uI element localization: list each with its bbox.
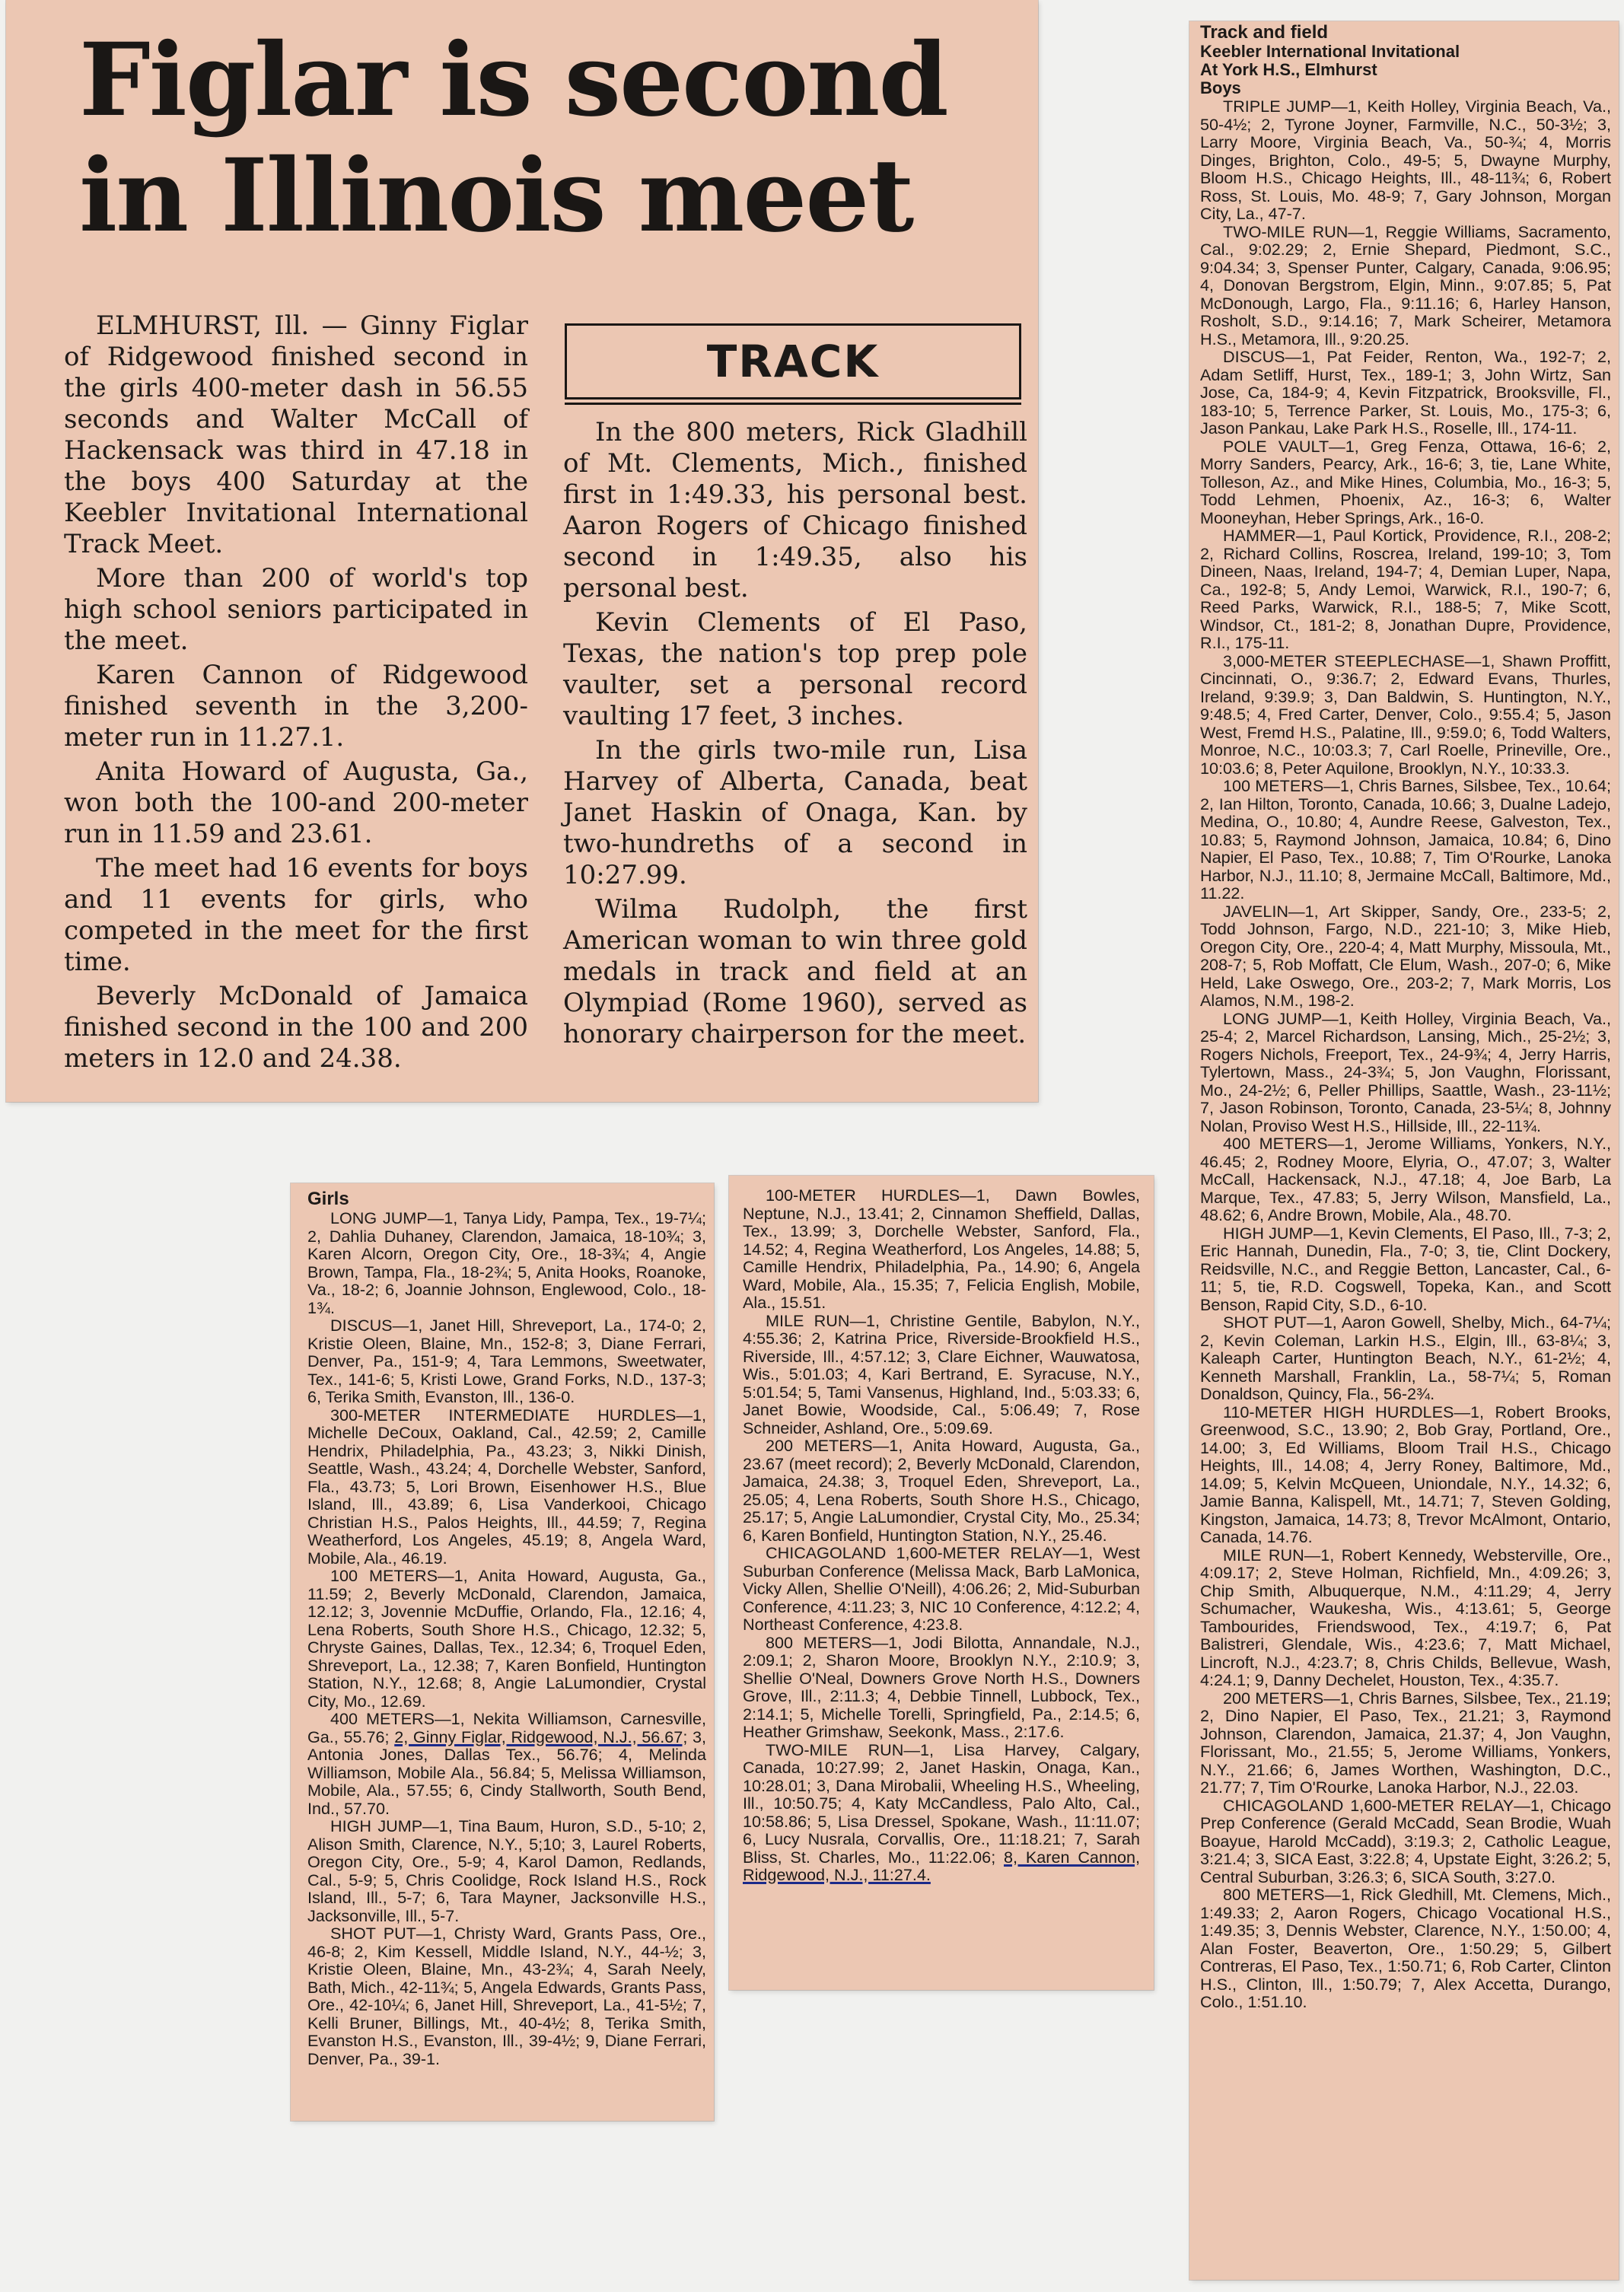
result-paragraph: JAVELIN—1, Art Skipper, Sandy, Ore., 233-5; 2, Todd Johnson, Fargo, N.D., 221-10; 3, Mike Hieb, Oregon City, Ore., 220-4; 4, Matt Murphy, Missoula, Mt., 208-7; 5, Rob Moffatt, Cle Elum, Wash., 207-0; 6, Mike Held, Lake Oswego, Ore., 203-2; 7, Mark Morris, Los Alamos, N.M., 198-2.	[1200, 901, 1611, 1010]
result-paragraph: 200 METERS—1, Anita Howard, Augusta, Ga., 23.67 (meet record); 2, Beverly McDonald, Clarendon, Jamaica, 24.38; 3, Troquel Eden, Shreveport, La., 25.05; 4, Lena Roberts, South Shore H.S., Chicago, 25.17; 5, Angie LaLumondier, Crystal City, Mo., 25.34; 6, Karen Bonfield, Huntington Station, N.Y., 25.46.	[743, 1436, 1140, 1545]
article-paragraph: Wilma Rudolph, the first American woman to win three gold medals in track and field at an Olympiad (Rome 1960), served as honorary chairperson for the meet.	[563, 894, 1027, 1049]
result-paragraph: 100 METERS—1, Chris Barnes, Silsbee, Tex., 10.64; 2, Ian Hilton, Toronto, Canada, 10.66; 3, Dualne Ladejo, Medina, O., 10.80; 4, Aundre Reese, Galveston, Tex., 10.83; 5, Raymond Johnson, Jamaica, 10.84; 6, Dino Napier, El Paso, Tex., 10.88; 7, Tim O'Rourke, Lanoka Harbor, N.J., 11.10; 8, Jermaine McCall, Baltimore, Md., 11.22.	[1200, 776, 1611, 902]
article-paragraph: Kevin Clements of El Paso, Texas, the nation's top prep pole vaulter, set a personal record vaulting 17 feet, 3 inches.	[563, 607, 1027, 731]
article-paragraph: The meet had 16 events for boys and 11 events for girls, who competed in the meet for the first time.	[64, 853, 528, 977]
result-paragraph: DISCUS—1, Pat Feider, Renton, Wa., 192-7; 2, Adam Setliff, Hurst, Tex., 189-1; 3, John Wirtz, San Jose, Ca, 184-9; 4, Kevin Fitzpatrick, Brooksville, Fl., 183-10; 5, Terrence Parker, St. Louis, Mo., 175-3; 6, Jason Pankau, Lake Park H.S., Roselle, Ill., 174-11.	[1200, 347, 1611, 438]
result-paragraph: 100-METER HURDLES—1, Dawn Bowles, Neptune, N.J., 13.41; 2, Cinnamon Sheffield, Dallas, Tex., 13.99; 3, Dorchelle Webster, Sanford, Fla., 14.52; 4, Regina Weatherford, Los Angeles, 14.88; 5, Camille Hendrix, Philadelphia, Pa., 14.90; 6, Angela Ward, Mobile, Ala., 15.35; 7, Felicia English, Mobile, Ala., 15.51.	[743, 1186, 1140, 1312]
result-paragraph: 3,000-METER STEEPLECHASE—1, Shawn Proffitt, Cincinnati, O., 9:36.7; 2, Edward Evans, Thurles, Ireland, 9:39.9; 3, Dan Baldwin, S. Huntington, N.Y., 9:48.5; 4, Fred Carter, Denver, Colo., 9:55.4; 5, Jason West, Fremd H.S., Palatine, Ill., 9:59.0; 6, Todd Walters, Monroe, N.C., 10:03.3; 7, Carl Roelle, Prineville, Ore., 10:03.6; 8, Peter Aquilone, Brooklyn, N.Y., 10:33.3.	[1200, 651, 1611, 778]
underlined-result-figlar: 2, Ginny Figlar, Ridgewood, N.J., 56.67;	[394, 1727, 688, 1746]
article-paragraph: In the 800 meters, Rick Gladhill of Mt. Clements, Mich., finished first in 1:49.33, his personal best. Aaron Rogers of Chicago finished second in 1:49.35, also his personal best.	[563, 417, 1027, 603]
headline-line-1: Figlar is second	[79, 21, 947, 139]
result-paragraph: POLE VAULT—1, Greg Fenza, Ottawa, 16-6; 2, Morry Sanders, Pearcy, Ark., 16-6; 3, tie, Lane White, Tolleson, Az., and Mike Hines, Columbia, Mo., 16-3; 5, Todd Lehmen, Phoenix, Az., 16-3; 6, Walter Mooneyhan, Heber Springs, Ark., 16-0.	[1200, 436, 1611, 527]
article-paragraph: In the girls two-mile run, Lisa Harvey of Alberta, Canada, beat Janet Haskin of Onaga, Kan. by two-hundreths of a second in 10:27.99.	[563, 735, 1027, 890]
article-paragraph: ELMHURST, Ill. — Ginny Figlar of Ridgewood finished second in the girls 400-meter dash in 56.55 seconds and Walter McCall of Hackensack was third in 47.18 in the boys 400 Saturday at the Keebler Invitational International Track Meet.	[64, 310, 528, 559]
result-paragraph-400m	[307, 1710, 706, 1817]
result-paragraph: CHICAGOLAND 1,600-METER RELAY—1, West Suburban Conference (Melissa Mack, Barb LaMonica, Vicky Allen, Shellie O'Neill), 4:06.26; 2, Mid-Suburban Conference, 4:11.23; 3, NIC 10 Conference, 4:12.2; 4, Northeast Conference, 4:23.8.	[743, 1543, 1140, 1634]
result-paragraph: 100 METERS—1, Anita Howard, Augusta, Ga., 11.59; 2, Beverly McDonald, Clarendon, Jamaica, 12.12; 3, Jovennie McDuffie, Orlando, Fla., 12.16; 4, Lena Roberts, South Shore H.S., Chicago, 12.32; 5, Chryste Gaines, Dallas, Tex., 12.34; 6, Troquel Eden, Shreveport, La., 12.38; 7, Karen Bonfield, Huntington Station, N.Y., 12.68; 8, Angie LaLumondier, Crystal City, Mo., 12.69.	[307, 1566, 706, 1711]
result-text: TWO-MILE RUN—1, Lisa Harvey, Calgary, Canada, 10:27.99; 2, Janet Haskin, Onaga, Kan., 10:28.01; 3, Dana Mirobalii, Wheeling H.S., Wheeling, Ill., 10:50.75; 4, Katy McCandless, Palo Alto, Cal., 10:58.86; 5, Lisa Dressel, Spokane, Wash., 11:11.07; 6, Lucy Nusrala, Corvallis, Ore., 11:18.21; 7, Sarah Bliss, St. Charles, Mo., 11:22.06;	[743, 1740, 1140, 1867]
article-paragraph: Beverly McDonald of Jamaica finished second in the 100 and 200 meters in 12.0 and 24.38.	[64, 981, 528, 1074]
headline-line-2: in Illinois meet	[79, 137, 913, 255]
result-paragraph: LONG JUMP—1, Tanya Lidy, Pampa, Tex., 19-7¼; 2, Dahlia Duhaney, Clarendon, Jamaica, 18-10¾; 3, Karen Alcorn, Oregon City, Ore., 18-3¾; 4, Angie Brown, Tampa, Fla., 18-2¾; 5, Anita Hooks, Roanoke, Va., 18-2; 6, Joannie Johnson, Englewood, Colo., 18-1¾.	[307, 1208, 706, 1317]
headline	[79, 23, 992, 254]
result-paragraph: SHOT PUT—1, Christy Ward, Grants Pass, Ore., 46-8; 2, Kim Kessell, Middle Island, N.Y., 44-½; 3, Kristie Oleen, Blaine, Mn., 43-2¾; 4, Sarah Neely, Bath, Mich., 42-11¾; 5, Angela Edwards, Grants Pass, Ore., 42-10¼; 6, Janet Hill, Shreveport, La., 41-5½; 7, Kelli Bruner, Billings, Mt., 40-4½; 8, Terika Smith, Evanston H.S., Evanston, Ill., 39-4½; 9, Diane Ferrari, Denver, Pa., 39-1.	[307, 1924, 706, 2068]
result-text: 3, Antonia Jones, Dallas Tex., 56.76; 4, Melinda Williamson, Mobile Ala., 56.84; 5, Melissa Williamson, Mobile, Ala., 57.55; 6, Cindy Stallworth, South Bend, Ind., 57.70.	[307, 1727, 707, 1818]
article-paragraph: Karen Cannon of Ridgewood finished seventh in the 3,200-meter run in 11.27.1.	[64, 660, 528, 753]
result-paragraph: HIGH JUMP—1, Tina Baum, Huron, S.D., 5-10; 2, Alison Smith, Clarence, N.Y., 5;10; 3, Laurel Roberts, Oregon City, Ore., 5-9; 4, Karol Damon, Redlands, Cal., 5-9; 5, Chris Coolidge, Rock Island H.S., Rock Island, Ill., 5-7; 6, Tara Mayner, Jacksonville H.S., Jacksonville, Ill., 5-7.	[307, 1816, 706, 1925]
article-left-column	[64, 310, 528, 1078]
track-field-location: At York H.S., Elmhurst	[1200, 60, 1377, 79]
track-field-boys-label: Boys	[1200, 78, 1241, 97]
section-box-track	[565, 323, 1021, 400]
result-paragraph: TWO-MILE RUN—1, Reggie Williams, Sacramento, Cal., 9:02.29; 2, Ernie Shepard, Piedmont, S.C., 9:04.34; 3, Spenser Punter, Calgary, Canada, 9:06.95; 4, Donovan Bergstrom, Elgin, Minn., 9:07.85; 5, Pat McDonough, Largo, Fla., 9:11.16; 6, Harley Hanson, Rosholt, S.D., 9:14.16; 7, Mark Scheirer, Metamora H.S., Metamora, Ill., 9:20.25.	[1200, 221, 1611, 349]
result-paragraph: TRIPLE JUMP—1, Keith Holley, Virginia Beach, Va., 50-4½; 2, Tyrone Joyner, Farmville, N.C., 50-3½; 3, Larry Moore, Virginia Beach, Va., 50-¾; 4, Morris Dinges, Brighton, Colo., 49-5; 5, Dwayne Murphy, Bloom H.S., Chicago Heights, Ill., 48-11¾; 6, Robert Ross, St. Louis, Mo. 48-9; 7, Gary Johnson, Morgan City, La., 47-7.	[1200, 97, 1611, 223]
track-and-field-clipping	[1189, 21, 1619, 2280]
result-paragraph: MILE RUN—1, Robert Kennedy, Websterville, Ore., 4:09.17; 2, Steve Holman, Richfield, Mn., 4:09.26; 3, Chip Smith, Albuquerque, N.M., 4:11.29; 4, Jerry Schumacher, Waukesha, Wis., 4:13.61; 5, George Tambourides, Friendswood, Tex., 4:19.7; 6, Pat Balistreri, Glendale, Wis., 4:23.6; 7, Matt Michael, Lincroft, N.J., 4:23.7; 8, Chris Childs, Bellevue, Wash, 4:24.1; 9, Danny Dechelet, Houston, Tex., 4:35.7.	[1200, 1545, 1611, 1689]
track-field-subheader: Keebler International Invitational	[1200, 42, 1460, 61]
result-paragraph: CHICAGOLAND 1,600-METER RELAY—1, Chicago Prep Conference (Gerald McCadd, Sean Brodie, Wuah Boayue, Harold McCadd), 3:19.3; 2, Catholic League, 3:21.4; 3, SICA East, 3:22.8; 4, Upstate Eight, 3:26.2; 5, Central Suburban, 3:26.3; 6, SICA South, 3:27.0.	[1200, 1795, 1611, 1886]
track-field-header: Track and field	[1200, 22, 1329, 43]
result-paragraph: HIGH JUMP—1, Kevin Clements, El Paso, Ill., 7-3; 2, Eric Hannah, Dunedin, Fla., 7-0; 3, tie, Clint Dockery, Reidsville, N.C., and Reggie Betton, Lancaster, Cal., 6-11; 5, tie, R.D. Cogswell, Topeka, Kan., and Scott Benson, Rapid City, S.D., 6-10.	[1200, 1223, 1611, 1314]
result-paragraph: 200 METERS—1, Chris Barnes, Silsbee, Tex., 21.19; 2, Dino Napier, El Paso, Tex., 21.21; 3, Raymond Johnson, Clarendon, Jamaica, 21.37; 4, Jon Vaughn, Florissant, Mo., 21.55; 5, Jerome Williams, Yonkers, N.Y., 21.66; 6, James Worthen, Washington, D.C., 21.77; 7, Tim O'Rourke, Lanoka Harbor, N.J., 22.03.	[1200, 1688, 1611, 1797]
article-paragraph: More than 200 of world's top high school seniors participated in the meet.	[64, 563, 528, 656]
result-paragraph: 400 METERS—1, Jerome Williams, Yonkers, N.Y., 46.45; 2, Rodney Moore, Elyria, O., 47.07; 3, Walter McCall, Hackensack, N.J., 47.18; 4, Joe Barb, La Marque, Tex., 47.83; 5, Jerry Wilson, Mansfield, La., 48.62; 6, Andre Brown, Mobile, Ala., 48.70.	[1200, 1134, 1611, 1224]
underlined-result-cannon: 8, Karen Cannon, Ridgewood, N.J., 11:27.4.	[743, 1847, 1140, 1884]
result-text: 400 METERS—1, Nekita Williamson, Carnesville, Ga., 55.76;	[307, 1709, 706, 1746]
result-paragraph: SHOT PUT—1, Aaron Gowell, Shelby, Mich., 64-7¼; 2, Kevin Coleman, Larkin H.S., Elgin, Ill., 63-8¼; 3, Kaleaph Carter, Huntington Beach, N.Y., 61-2½; 4, Kenneth Marshall, Franklin, La., 58-7¼; 5, Roman Donaldson, Quincy, Fla., 56-2¾.	[1200, 1313, 1611, 1403]
section-box-label: TRACK	[706, 336, 880, 387]
girls-header: Girls	[307, 1189, 349, 1209]
result-paragraph: LONG JUMP—1, Keith Holley, Virginia Beach, Va., 25-4; 2, Marcel Richardson, Lansing, Mich., 25-2½; 3, Rogers Nichols, Freeport, Tex., 24-9¾; 4, Jerry Harris, Tylertown, Mass., 24-3¾; 5, Jon Vaughn, Florissant, Mo., 24-2½; 6, Peller Phillips, Saattle, Wash., 23-11½; 7, Jason Robinson, Toronto, Canada, 23-5¼; 8, Johnny Nolan, Proviso West H.S., Hillside, Ill., 22-11¾.	[1200, 1008, 1611, 1135]
article-paragraph: Anita Howard of Augusta, Ga., won both the 100-and 200-meter run in 11.59 and 23.61.	[64, 756, 528, 849]
article-right-column	[563, 417, 1027, 1053]
girls-results-clipping-1	[291, 1183, 714, 2121]
result-paragraph-two-mile	[743, 1741, 1140, 1884]
result-paragraph: HAMMER—1, Paul Kortick, Providence, R.I., 208-2; 2, Richard Collins, Roscrea, Ireland, 199-10; 3, Tom Dineen, Naas, Ireland, 194-7; 4, Demian Luper, Napa, Ca., 192-8; 5, Andy Lemoi, Warwick, R.I., 190-7; 6, Reed Parks, Warwick, R.I., 188-5; 7, Mike Scott, Windsor, Ct., 181-2; 8, Jonathan Dupre, Providence, R.I., 175-11.	[1200, 526, 1611, 652]
girls-results-clipping-2	[729, 1176, 1154, 1990]
result-paragraph: MILE RUN—1, Christine Gentile, Babylon, N.Y., 4:55.36; 2, Katrina Price, Riverside-Brookfield H.S., Riverside, Ill., 4:57.12; 3, Clare Eichner, Wauwatosa, Wis., 5:01.03; 4, Kari Bertrand, E. Syracuse, N.Y., 5:01.54; 5, Tami Vansenus, Highland, Ind., 5:03.33; 6, Janet Bowie, Woodside, Cal., 5:06.49; 7, Rose Schneider, Ashland, Ore., 5:09.69.	[743, 1310, 1140, 1437]
result-paragraph: 110-METER HIGH HURDLES—1, Robert Brooks, Greenwood, S.C., 13.90; 2, Bob Gray, Portland, Ore., 14.00; 3, Ed Williams, Bloom Trail H.S., Chicago Heights, Ill., 14.08; 4, Jerry Roney, Baltimore, Md., 14.09; 5, Kelvin McQueen, Uniondale, N.Y., 14.32; 6, Jamie Banna, Kalispell, Mt., 14.71; 7, Steven Golding, Kingston, Jamaica, 14.73; 8, Trevor McAlmont, Ontario, Canada, 14.76.	[1200, 1402, 1611, 1546]
result-paragraph: DISCUS—1, Janet Hill, Shreveport, La., 174-0; 2, Kristie Oleen, Blaine, Mn., 152-8; 3, Diane Ferrari, Denver, Pa., 151-9; 4, Tara Lemmons, Sweetwater, Tex., 141-6; 5, Kristi Lowe, Grand Forks, N.D., 137-3; 6, Terika Smith, Evanston, Ill., 136-0.	[307, 1316, 706, 1406]
result-paragraph: 800 METERS—1, Jodi Bilotta, Annandale, N.J., 2:09.1; 2, Sharon Moore, Brooklyn N.Y., 2:10.9; 3, Shellie O'Neal, Downers Grove North H.S., Downers Grove, Ill., 2:11.3; 4, Debbie Tinnell, Lubbock, Tex., 2:14.1; 5, Michelle Torelli, Springfield, Pa., 2:14.5; 6, Heather Grimshaw, Seekonk, Mass., 2:17.6.	[743, 1632, 1140, 1741]
result-paragraph: 800 METERS—1, Rick Gledhill, Mt. Clemens, Mich., 1:49.33; 2, Aaron Rogers, Chicago Vocational H.S., 1:49.35; 3, Dennis Webster, Clarence, N.Y., 1:50.00; 4, Alan Foster, Beaverton, Ore., 1:50.29; 5, Gilbert Contreras, El Paso, Tex., 1:50.71; 6, Rob Carter, Clinton H.S., Clinton, Ill., 1:50.79; 7, Alex Accetta, Durango, Colo., 1:51.10.	[1200, 1885, 1611, 2011]
article-clipping	[6, 0, 1038, 1102]
result-paragraph: 300-METER INTERMEDIATE HURDLES—1, Michelle DeCoux, Oakland, Cal., 42.59; 2, Camille Hendrix, Philadelphia, Pa., 43.23; 3, Nikki Dinish, Seattle, Wash., 43.24; 4, Dorchelle Webster, Sanford, Fla., 43.73; 5, Lori Brown, Eisenhower H.S., Blue Island, Ill., 43.89; 6, Lisa Vanderkooi, Chicago Christian H.S., Palos Heights, Ill., 44.59; 7, Regina Weatherford, Los Angeles, 45.19; 8, Angela Ward, Mobile, Ala., 46.19.	[307, 1405, 706, 1568]
